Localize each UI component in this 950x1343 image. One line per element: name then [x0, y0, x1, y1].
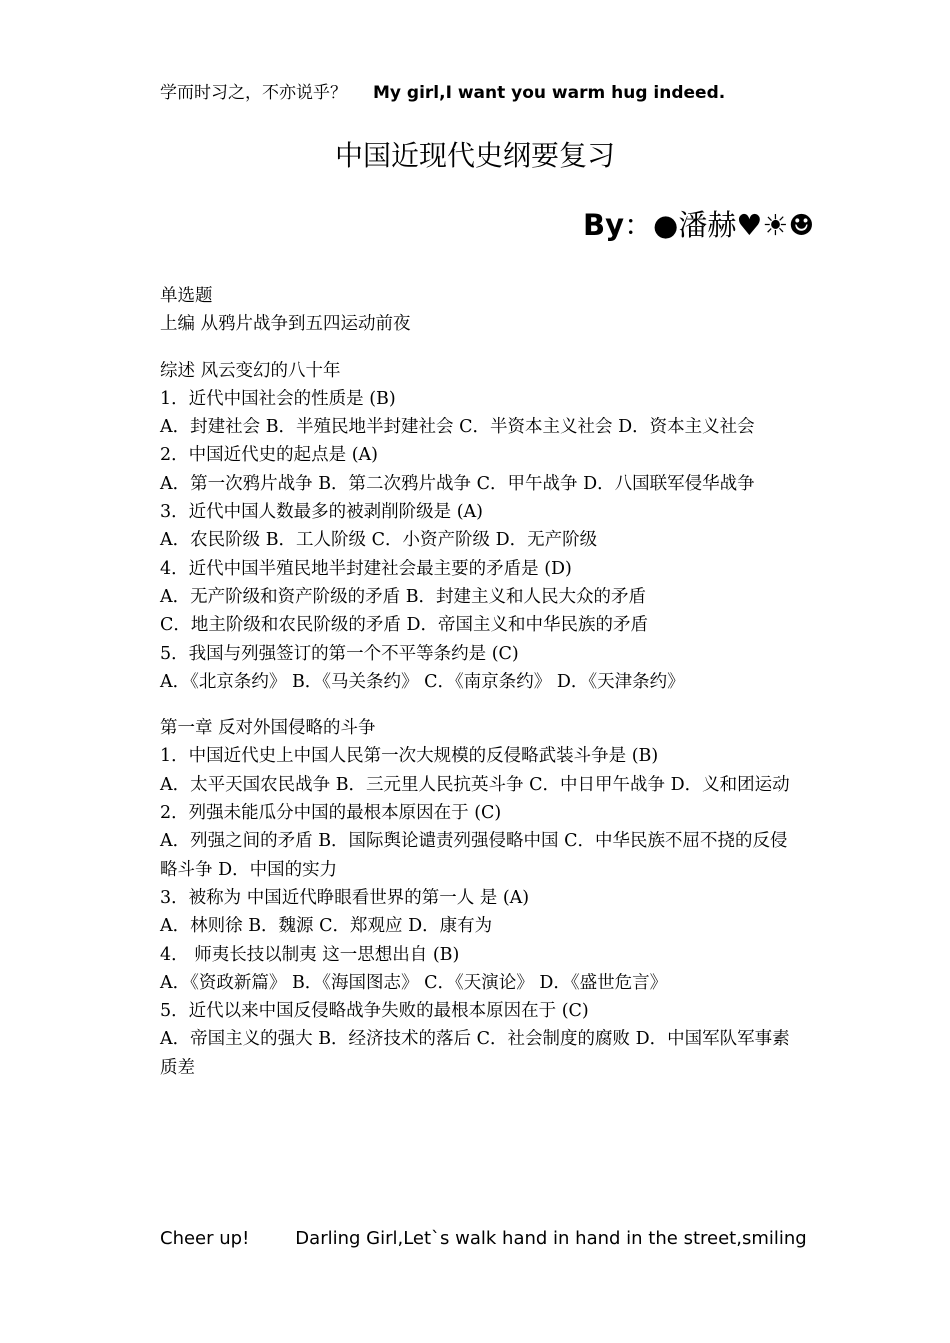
document-line: A．《北京条约》 B．《马关条约》 C．《南京条约》 D．《天津条约》 [160, 671, 685, 692]
document-line: 2．列强未能瓜分中国的最根本原因在于 (C) [160, 803, 502, 824]
document-line: 4． 师夷长技以制夷 这一思想出自 (B) [160, 944, 460, 965]
document-line: 3．被称为 中国近代睁眼看世界的第一人 是 (A) [160, 887, 530, 908]
document-line: 1．中国近代史上中国人民第一次大规模的反侵略武装斗争是 (B) [160, 746, 659, 767]
header-english-quote: My girl,I want you warm hug indeed. [373, 83, 726, 103]
document-line: A．第一次鸦片战争 B．第二次鸦片战争 C．甲午战争 D．八国联军侵华战争 [160, 473, 755, 494]
document-line: 5．我国与列强签订的第一个不平等条约是 (C) [160, 643, 519, 664]
section-gap [160, 696, 792, 714]
byline-author: ：●潘赫♥☀☻ [624, 208, 815, 242]
document-line: 2．中国近代史的起点是 (A) [160, 445, 378, 466]
document-line: 综述 风云变幻的八十年 [160, 360, 341, 381]
footer-left: Cheer up! [160, 1228, 250, 1249]
document-line: 3．近代中国人数最多的被剥削阶级是 (A) [160, 502, 483, 523]
page-footer [160, 1228, 807, 1249]
document-line: A．《资政新篇》 B．《海国图志》 C．《天演论》 D．《盛世危言》 [160, 972, 668, 993]
document-line: A．无产阶级和资产阶级的矛盾 B．封建主义和人民大众的矛盾 [160, 586, 647, 607]
footer-right: Darling Girl,Let`s walk hand in hand in the street,smiling [295, 1228, 807, 1249]
document-line: A．封建社会 B．半殖民地半封建社会 C．半资本主义社会 D．资本主义社会 [160, 417, 755, 438]
section-gap [160, 339, 792, 357]
document-body [160, 282, 792, 1082]
document-line: A．帝国主义的强大 B．经济技术的落后 C．社会制度的腐败 D．中国军队军事素质差 [160, 1029, 790, 1078]
document-line: A．林则徐 B．魏源 C．郑观应 D．康有为 [160, 916, 493, 937]
header-chinese-quote: 学而时习之，不亦说乎？ [160, 83, 347, 103]
page-header [160, 78, 725, 103]
document-line: 第一章 反对外国侵略的斗争 [160, 718, 376, 739]
document-line: 上编 从鸦片战争到五四运动前夜 [160, 314, 411, 335]
document-line: A．列强之间的矛盾 B．国际舆论谴责列强侵略中国 C．中华民族不屈不挠的反侵略斗争 D．中国的实力 [160, 831, 788, 880]
document-line: 4．近代中国半殖民地半封建社会最主要的矛盾是 (D) [160, 558, 572, 579]
byline-by: By [583, 208, 625, 242]
document-line: A．太平天国农民战争 B．三元里人民抗英斗争 C．中日甲午战争 D．义和团运动 [160, 774, 790, 795]
document-line: C．地主阶级和农民阶级的矛盾 D．帝国主义和中华民族的矛盾 [160, 615, 648, 636]
document-line: 单选题 [160, 286, 213, 306]
document-line: A．农民阶级 B．工人阶级 C．小资产阶级 D．无产阶级 [160, 530, 598, 551]
document-line: 5．近代以来中国反侵略战争失败的最根本原因在于 (C) [160, 1001, 589, 1022]
author-byline [583, 203, 814, 244]
document-line: 1．近代中国社会的性质是 (B) [160, 388, 396, 409]
document-title: 中国近现代史纲要复习 [334, 139, 615, 172]
